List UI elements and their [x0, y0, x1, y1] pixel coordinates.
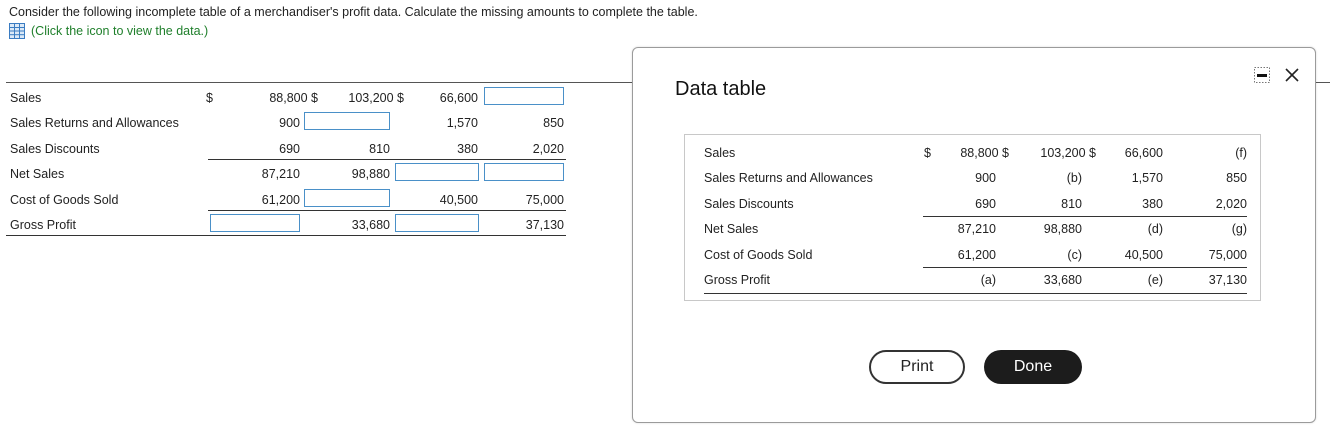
- cell-value: 1,570: [446, 116, 478, 130]
- subtotal-rule: [208, 159, 566, 160]
- cell-value: 40,500: [439, 193, 478, 207]
- cell-value: 1,570: [1131, 171, 1163, 185]
- cell-value: 66,600: [1124, 146, 1163, 160]
- row-label: Sales: [704, 146, 736, 160]
- table-row: [685, 265, 1262, 290]
- cell-value: 850: [543, 116, 564, 130]
- cell-value: (g): [1231, 222, 1247, 236]
- cell-value: 87,210: [957, 222, 996, 236]
- cell-value: (e): [1147, 273, 1163, 287]
- cell-value: 33,680: [351, 218, 390, 232]
- row-label: Cost of Goods Sold: [10, 193, 119, 207]
- cell-value: 850: [1226, 171, 1247, 185]
- cell-value: 900: [975, 171, 996, 185]
- answer-input[interactable]: [304, 189, 390, 207]
- row-label: Net Sales: [704, 222, 759, 236]
- cell-value: (a): [980, 273, 996, 287]
- row-label: Gross Profit: [704, 273, 770, 287]
- answer-input[interactable]: [304, 112, 390, 130]
- table-row: [6, 137, 566, 161]
- table-row: [6, 213, 566, 237]
- table-row: [685, 189, 1262, 214]
- row-label: Net Sales: [10, 167, 65, 181]
- cell-value: 380: [457, 142, 478, 156]
- row-label: Sales Returns and Allowances: [10, 116, 179, 130]
- cell-value: 61,200: [261, 193, 300, 207]
- cell-value: 33,680: [1043, 273, 1082, 287]
- cell-value: 40,500: [1124, 248, 1163, 262]
- row-label: Sales: [10, 91, 42, 105]
- cell-value: (c): [1067, 248, 1082, 262]
- table-bottom-rule: [704, 293, 1247, 294]
- cell-value: 690: [975, 197, 996, 211]
- answer-input[interactable]: [210, 214, 300, 232]
- table-row: [6, 162, 566, 186]
- cell-value: 87,210: [261, 167, 300, 181]
- cell-value: 2,020: [532, 142, 564, 156]
- cell-value: 2,020: [1215, 197, 1247, 211]
- table-row: [6, 188, 566, 212]
- cell-value: 88,800 $: [960, 146, 1009, 160]
- table-bottom-rule: [6, 235, 566, 236]
- subtotal-rule: [208, 210, 566, 211]
- cell-value: 98,880: [351, 167, 390, 181]
- cell-value: 61,200: [957, 248, 996, 262]
- row-label: Sales Discounts: [704, 197, 794, 211]
- view-data-link-text[interactable]: (Click the icon to view the data.): [31, 24, 209, 38]
- cell-value: (b): [1066, 171, 1082, 185]
- answer-input[interactable]: [484, 87, 564, 105]
- cell-value: 380: [1142, 197, 1163, 211]
- cell-value: 900: [279, 116, 300, 130]
- cell-value: 103,200 $: [1040, 146, 1096, 160]
- dialog-title: Data table: [675, 78, 767, 100]
- row-label: Gross Profit: [10, 218, 76, 232]
- row-label: Sales Discounts: [10, 142, 100, 156]
- done-button[interactable]: Done: [984, 350, 1082, 384]
- data-table-dialog: [632, 47, 1316, 423]
- view-data-link[interactable]: [9, 23, 208, 39]
- table-row: [685, 214, 1262, 239]
- cell-value: 103,200 $: [348, 91, 404, 105]
- cell-value: 75,000: [1208, 248, 1247, 262]
- question-text: Consider the following incomplete table of a merchandiser's profit data. Calculate the missing amounts to complete the table.: [9, 5, 698, 19]
- row-label: Cost of Goods Sold: [704, 248, 813, 262]
- cell-value: 37,130: [525, 218, 564, 232]
- row-label: Sales Returns and Allowances: [704, 171, 873, 185]
- answer-input[interactable]: [395, 214, 479, 232]
- table-row: [685, 240, 1262, 265]
- cell-value: (d): [1147, 222, 1163, 236]
- cell-value: 37,130: [1208, 273, 1247, 287]
- currency-symbol: $: [206, 91, 213, 105]
- table-row: [6, 86, 566, 110]
- cell-value: 75,000: [525, 193, 564, 207]
- cell-value: 810: [1061, 197, 1082, 211]
- cell-value: 690: [279, 142, 300, 156]
- cell-value: 810: [369, 142, 390, 156]
- table-grid-icon[interactable]: [9, 23, 25, 39]
- cell-value: 66,600: [439, 91, 478, 105]
- data-table: [684, 134, 1261, 301]
- table-row: [685, 163, 1262, 188]
- cell-value: 88,800 $: [269, 91, 318, 105]
- minimize-icon[interactable]: [1252, 65, 1272, 85]
- cell-value: (f): [1235, 146, 1247, 160]
- answer-input[interactable]: [395, 163, 479, 181]
- close-icon[interactable]: [1282, 65, 1302, 85]
- cell-value: 98,880: [1043, 222, 1082, 236]
- answer-input[interactable]: [484, 163, 564, 181]
- currency-symbol: $: [924, 146, 931, 160]
- table-row: [685, 138, 1262, 163]
- print-button[interactable]: Print: [869, 350, 965, 384]
- table-row: [6, 111, 566, 135]
